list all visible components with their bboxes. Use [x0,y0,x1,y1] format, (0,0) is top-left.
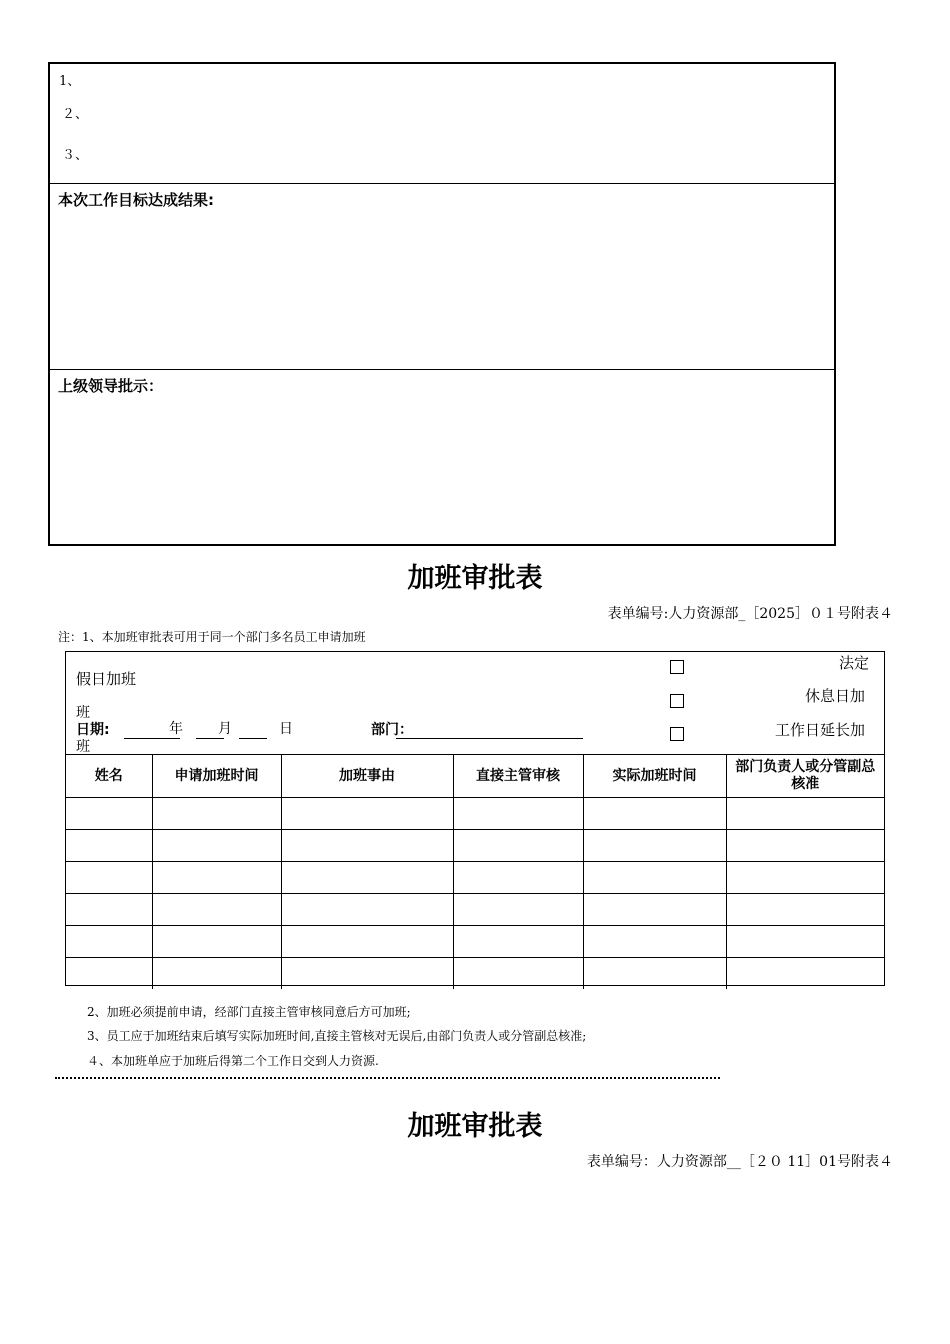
divider [50,369,834,370]
result-label: 本次工作目标达成结果: [58,191,214,209]
table-cell[interactable] [583,798,726,830]
table-cell[interactable] [152,798,281,830]
item-1: 1、 [59,74,81,89]
table-cell[interactable] [583,862,726,894]
note-1: 注：1、本加班审批表可用于同一个部门多名员工申请加班 [58,630,366,644]
form-code-2: 表单编号：人力资源部__［２０ 11］01号附表４ [586,1154,893,1170]
table-cell[interactable] [281,862,453,894]
table-row [66,894,884,926]
day-label: 日 [279,721,293,737]
option-statutory: 法定 [839,654,870,672]
table-cell[interactable] [726,926,884,958]
table-cell[interactable] [583,894,726,926]
table-cell[interactable] [152,958,281,990]
workday-overtime-label-cont: 班 [76,739,90,755]
table-cell[interactable] [453,894,583,926]
note-3: 3、员工应于加班结束后填写实际加班时间,直接主管核对无误后,由部门负责人或分管副总核准; [87,1029,587,1043]
table-cell[interactable] [66,894,152,926]
table-cell[interactable] [453,926,583,958]
workday-extension-checkbox[interactable] [670,727,684,741]
table-header-row [66,755,884,798]
col-manager-approval: 部门负责人或分管副总核准 [726,755,884,798]
work-report-box [48,62,836,546]
month-label: 月 [218,721,232,737]
table-cell[interactable] [66,862,152,894]
col-supervisor-review: 直接主管审核 [453,755,583,798]
table-cell[interactable] [281,926,453,958]
form-title: 加班审批表 [407,563,543,594]
table-cell[interactable] [152,830,281,862]
option-rest-day: 休息日加 [805,687,866,705]
table-cell[interactable] [66,926,152,958]
table-cell[interactable] [583,926,726,958]
table-cell[interactable] [152,894,281,926]
table-cell[interactable] [281,958,453,990]
table-cell[interactable] [453,862,583,894]
dept-label: 部门： [371,722,413,738]
table-row [66,926,884,958]
table-cell[interactable] [726,798,884,830]
cut-line [55,1077,720,1079]
table-cell[interactable] [726,958,884,990]
table-cell[interactable] [281,894,453,926]
leader-label: 上级领导批示： [58,377,164,395]
note-4: ４、本加班单应于加班后得第二个工作日交到人力资源. [87,1054,379,1068]
holiday-overtime-label: 假日加班 [76,670,137,688]
table-cell[interactable] [726,830,884,862]
col-reason: 加班事由 [281,755,453,798]
option-workday-extension: 工作日延长加 [775,721,866,739]
table-cell[interactable] [66,830,152,862]
dept-field[interactable] [396,722,583,739]
table-cell[interactable] [66,798,152,830]
rest-day-checkbox[interactable] [670,694,684,708]
form-title-2: 加班审批表 [407,1111,543,1142]
table-cell[interactable] [66,958,152,990]
date-label: 日期: [76,722,110,738]
table-cell[interactable] [726,862,884,894]
table-cell[interactable] [726,894,884,926]
table-row [66,798,884,830]
table-cell[interactable] [281,830,453,862]
table-cell[interactable] [453,798,583,830]
year-label: 年 [169,721,183,737]
col-requested-time: 申请加班时间 [152,755,281,798]
table-cell[interactable] [583,958,726,990]
table-cell[interactable] [152,926,281,958]
divider [50,183,834,184]
table-row [66,958,884,990]
item-3: ３、 [62,148,89,163]
form-code: 表单编号:人力资源部_［2025］０１号附表４ [607,606,893,622]
day-field[interactable] [239,722,267,739]
col-actual-time: 实际加班时间 [583,755,726,798]
overtime-table [66,754,884,989]
table-row [66,862,884,894]
table-cell[interactable] [152,862,281,894]
statutory-checkbox[interactable] [670,660,684,674]
holiday-overtime-label-cont: 班 [76,705,90,721]
table-cell[interactable] [453,830,583,862]
overtime-form [65,651,885,986]
note-2: 2、加班必须提前申请，经部门直接主管审核同意后方可加班; [87,1005,411,1019]
item-2: ２、 [62,107,89,122]
table-cell[interactable] [583,830,726,862]
table-cell[interactable] [281,798,453,830]
col-name: 姓名 [66,755,152,798]
table-cell[interactable] [453,958,583,990]
table-row [66,830,884,862]
